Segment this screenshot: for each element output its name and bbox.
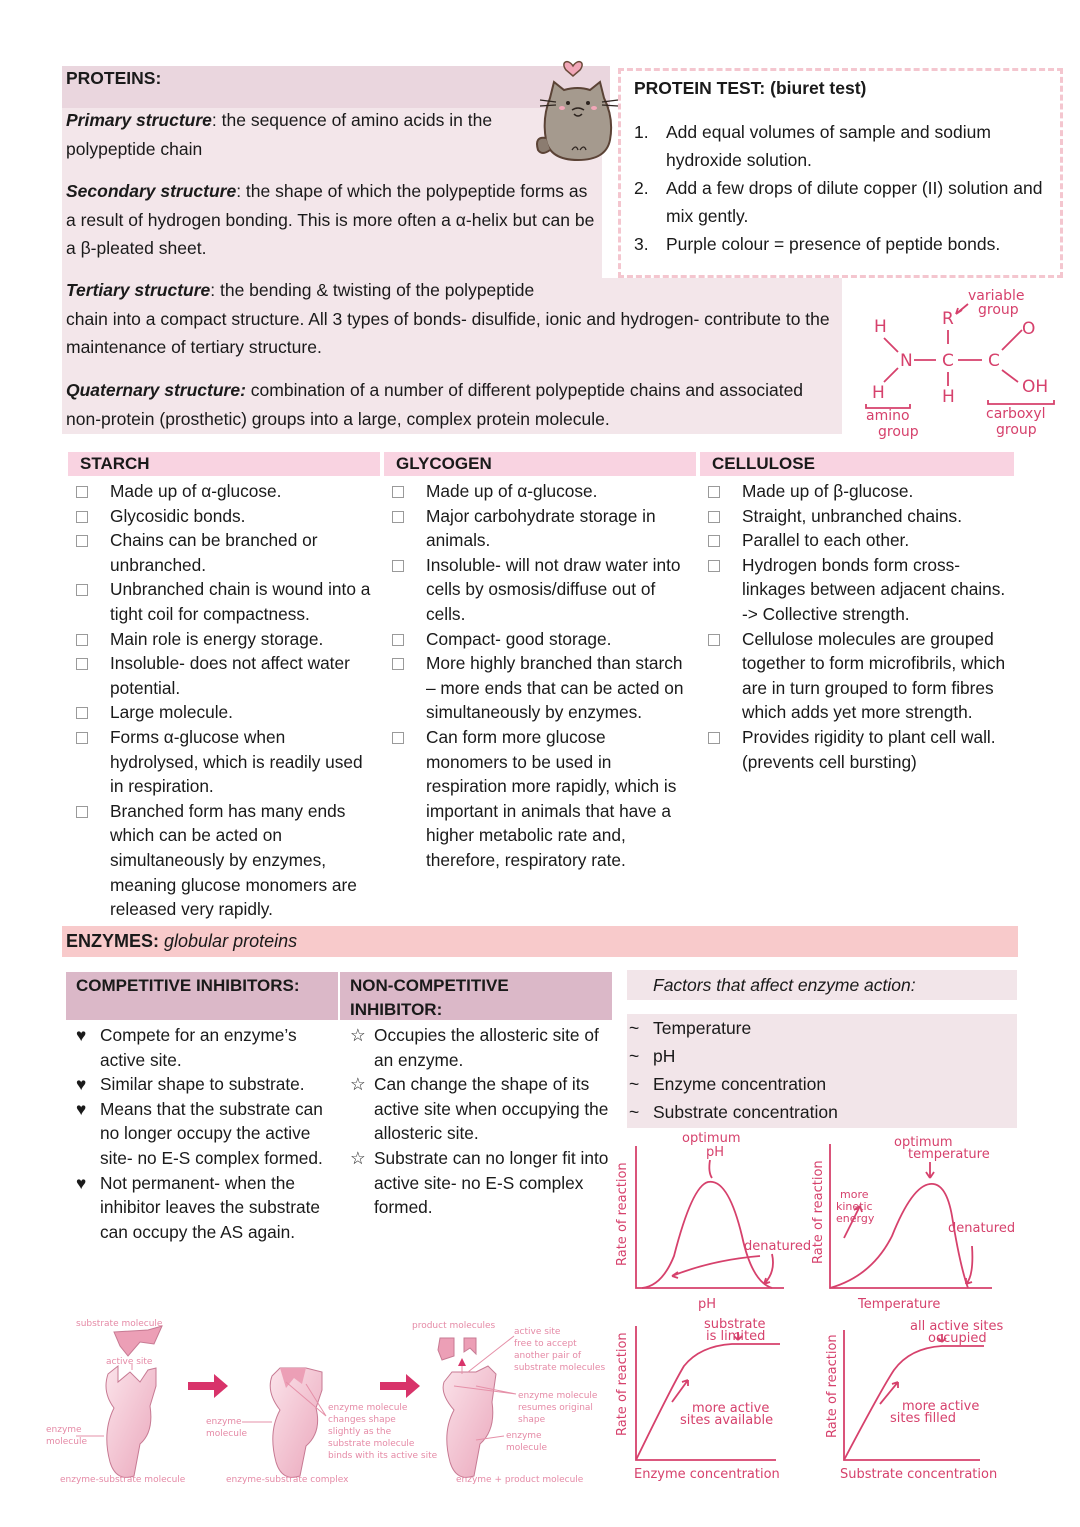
item-text: Parallel to each other. [742, 530, 910, 551]
step-number: 3. [634, 234, 649, 254]
starch-header: STARCH [68, 452, 380, 476]
checkbox-icon [76, 584, 88, 596]
tertiary-structure [66, 276, 836, 362]
factors-list [627, 1014, 1017, 1128]
label-substrate-molecule: substrate molecule [76, 1319, 163, 1329]
glycogen-item [392, 627, 692, 652]
atom-o: O [1022, 319, 1036, 339]
factor-item [627, 1098, 1017, 1126]
atom-h: H [872, 383, 885, 403]
item-text: Can form more glucose monomers to be used in respiration more rapidly, which is important in animals that have a higher metabolic rate and, therefore, respiratory rate. [426, 726, 677, 870]
enzyme-rise-label-2: sites available [680, 1413, 774, 1428]
atom-h: H [942, 387, 955, 407]
primary-text: : the sequence of amino acids in the polypeptide chain [66, 110, 493, 159]
checkbox-icon [76, 511, 88, 523]
item-text: Glycosidic bonds. [110, 505, 246, 526]
amino-acid-structure-diagram [850, 282, 1075, 447]
glycogen-item [392, 479, 692, 504]
cellulose-header: CELLULOSE [700, 452, 1014, 476]
heart-icon: ♥ [76, 1172, 87, 1193]
star-icon: ☆ [350, 1074, 366, 1095]
item-text: Can change the shape of its active site when occupying the allosteric site. [374, 1074, 609, 1144]
checkbox-icon [76, 658, 88, 670]
tertiary-line1: : the bending & twisting of the polypeptide [210, 280, 535, 300]
item-text: Substrate can no longer fit into active site- no E-S complex formed. [374, 1147, 609, 1218]
checkbox-icon [392, 658, 404, 670]
glycogen-item [392, 725, 692, 873]
tilde-icon: ~ [629, 1046, 640, 1066]
factor-item [627, 1042, 1017, 1070]
label-enzyme: enzyme [506, 1431, 542, 1441]
step-text: Add a few drops of dilute copper (II) solution and mix gently. [666, 178, 1043, 226]
star-icon: ☆ [350, 1025, 366, 1045]
ph-x-label: pH [698, 1297, 717, 1312]
competitive-item [68, 1072, 338, 1097]
non-competitive-list [342, 1023, 610, 1220]
cellulose-item [708, 479, 1012, 504]
tertiary-term: Tertiary structure [66, 280, 211, 300]
star-icon: ☆ [350, 1147, 366, 1168]
temp-denatured-label: denatured [948, 1221, 1016, 1236]
secondary-term: Secondary structure [66, 181, 237, 201]
factors-title: Factors that affect enzyme action: [627, 970, 1017, 1000]
checkbox-icon [76, 535, 88, 547]
item-text: Chains can be branched or unbranched. [110, 530, 318, 575]
cellulose-item [708, 725, 1012, 774]
item-text: Not permanent- when the inhibitor leaves the substrate can occupy the AS again. [100, 1172, 320, 1242]
item-text: Temperature [653, 1018, 752, 1038]
tertiary-rest: chain into a compact structure. All 3 types of bonds- disulfide, ionic and hydrogen- contribute to the maintenance of tertiary structure. [66, 308, 830, 357]
ph-optimum-label: optimum [682, 1131, 741, 1146]
ph-denatured-label: denatured [744, 1239, 812, 1254]
atom-c: C [942, 351, 954, 371]
substrate-plateau-label-2: occupied [928, 1331, 987, 1346]
atom-h: H [874, 317, 887, 337]
checkbox-icon [76, 732, 88, 744]
item-text: Straight, unbranched chains. [742, 505, 962, 526]
label-enzyme: enzyme [206, 1417, 242, 1427]
y-axis-label: Rate of reaction [615, 1332, 630, 1436]
item-text: Forms α-glucose when hydrolysed, which is readily used in respiration. [110, 726, 363, 797]
non-competitive-item [342, 1146, 610, 1220]
enzyme-graphs [612, 1126, 1032, 1486]
label-product-molecules: product molecules [412, 1321, 496, 1331]
label-enzyme: enzyme [46, 1425, 82, 1435]
factor-item [627, 1014, 1017, 1042]
checkbox-icon [76, 486, 88, 498]
protein-test-title: PROTEIN TEST: (biuret test) [634, 78, 867, 98]
label-active-site-free: active site [514, 1327, 561, 1337]
enzyme-plateau-label: substrate [704, 1317, 766, 1332]
caption-enzyme-substrate-molecule: enzyme-substrate molecule [60, 1475, 186, 1485]
item-text: Major carbohydrate storage in animals. [426, 505, 656, 551]
checkbox-icon [708, 535, 720, 547]
item-text: Substrate concentration [653, 1102, 838, 1122]
primary-term: Primary structure [66, 110, 212, 130]
item-text: Occupies the allosteric site of an enzyme. [374, 1025, 599, 1070]
label-carboxyl-group: group [996, 422, 1037, 438]
substrate-plateau-label: all active sites [910, 1319, 1004, 1334]
cellulose-item [708, 504, 1012, 529]
checkbox-icon [708, 511, 720, 523]
label-amino-group: group [878, 424, 919, 440]
label-active-site: active site [106, 1357, 153, 1367]
atom-c-carboxyl: C [988, 351, 1000, 371]
enzymes-subtitle: globular proteins [159, 931, 298, 951]
substrate-rise-label: more active [902, 1399, 980, 1414]
item-text: Cellulose molecules are grouped together to form microfibrils, which are in turn grouped to form fibres which adds yet more strength. [742, 628, 1006, 723]
temp-x-label: Temperature [858, 1297, 941, 1312]
substrate-rise-label-2: sites filled [890, 1411, 957, 1426]
label-variable-group: group [978, 302, 1019, 318]
checkbox-icon [392, 486, 404, 498]
checkbox-icon [708, 732, 720, 744]
temp-rise-label: more [840, 1188, 869, 1201]
item-text: Similar shape to substrate. [100, 1074, 305, 1095]
item-text: Compete for an enzyme’s active site. [100, 1025, 297, 1070]
starch-item [76, 700, 376, 725]
step-text: Purple colour = presence of peptide bonds. [666, 234, 1001, 254]
enzyme-x-label: Enzyme concentration [634, 1467, 780, 1482]
quaternary-text: combination of a number of different polypeptide chains and associated non-protein (prosthetic) groups into a large, complex protein molecule. [66, 380, 804, 429]
non-competitive-item [342, 1023, 610, 1072]
starch-item [76, 799, 376, 922]
checkbox-icon [76, 806, 88, 818]
label-amino: amino [866, 408, 910, 424]
test-step [634, 174, 1054, 230]
label-changes-shape: binds with its active site [328, 1451, 438, 1461]
step-number: 1. [634, 122, 649, 142]
checkbox-icon [76, 707, 88, 719]
item-text: Large molecule. [110, 702, 233, 723]
enzyme-plateau-label-2: is limited [706, 1329, 766, 1344]
y-axis-label: Rate of reaction [811, 1160, 826, 1264]
proteins-title: PROTEINS: [66, 68, 162, 88]
checkbox-icon [392, 634, 404, 646]
starch-item [76, 725, 376, 799]
atom-n: N [900, 351, 913, 371]
label-molecule: molecule [506, 1443, 548, 1453]
checkbox-icon [392, 511, 404, 523]
checkbox-icon [708, 486, 720, 498]
heart-icon: ♥ [76, 1098, 87, 1119]
item-text: Hydrogen bonds form cross-linkages between adjacent chains. -> Collective strength. [742, 554, 1006, 624]
cellulose-item [708, 553, 1012, 627]
non-competitive-item [342, 1072, 610, 1146]
starch-list [76, 479, 376, 922]
starch-item [76, 479, 376, 504]
test-step [634, 118, 1054, 174]
step-text: Add equal volumes of sample and sodium hydroxide solution. [666, 122, 991, 170]
item-text: Compact- good storage. [426, 628, 612, 649]
quaternary-term: Quaternary structure: [66, 380, 246, 400]
cellulose-item [708, 528, 1012, 553]
label-resumes: resumes original [518, 1403, 593, 1413]
competitive-item [68, 1171, 338, 1245]
atom-r: R [942, 309, 954, 329]
checkbox-icon [392, 560, 404, 572]
enzyme-rise-label: more active [692, 1401, 770, 1416]
label-changes-shape: enzyme molecule [328, 1403, 408, 1413]
label-changes-shape: substrate molecule [328, 1439, 415, 1449]
label-molecule: molecule [206, 1429, 248, 1439]
step-number: 2. [634, 178, 649, 198]
secondary-text: : the shape of which the polypeptide forms as a result of hydrogen bonding. This is more often a α-helix but can be a β-pleated sheet. [66, 181, 595, 258]
label-active-site-free: free to accept [514, 1339, 577, 1349]
temp-rise-label-2: kinetic [836, 1200, 873, 1213]
checkbox-icon [708, 560, 720, 572]
item-text: Provides rigidity to plant cell wall. (prevents cell bursting) [742, 726, 996, 772]
starch-item [76, 504, 376, 529]
competitive-list [68, 1023, 338, 1244]
label-carboxyl: carboxyl [986, 406, 1046, 422]
label-molecule: molecule [46, 1437, 88, 1447]
item-text: Main role is energy storage. [110, 628, 324, 649]
quaternary-structure [66, 376, 841, 433]
item-text: pH [653, 1046, 676, 1066]
label-variable: variable [968, 288, 1025, 304]
label-resumes: enzyme molecule [518, 1391, 598, 1401]
starch-item [76, 528, 376, 577]
checkbox-icon [708, 634, 720, 646]
competitive-item [68, 1023, 338, 1072]
item-text: Insoluble- does not affect water potential. [110, 653, 350, 698]
substrate-x-label: Substrate concentration [840, 1467, 998, 1482]
label-active-site-free: substrate molecules [514, 1363, 606, 1373]
glycogen-item [392, 504, 692, 553]
secondary-structure [66, 177, 596, 263]
starch-item [76, 577, 376, 626]
cellulose-item [708, 627, 1012, 725]
item-text: More highly branched than starch – more ends that can be acted on simultaneously by enzymes. [426, 653, 684, 723]
enzymes-header [62, 926, 1018, 957]
ph-optimum-label-2: pH [706, 1145, 725, 1160]
caption-enzyme-substrate-complex: enzyme-substrate complex [226, 1475, 349, 1485]
item-text: Enzyme concentration [653, 1074, 827, 1094]
item-text: Made up of α-glucose. [110, 481, 282, 501]
item-text: Insoluble- will not draw water into cells by osmosis/diffuse out of cells. [426, 554, 681, 624]
temp-optimum-label: optimum [894, 1135, 953, 1150]
competitive-item [68, 1097, 338, 1171]
competitive-header: COMPETITIVE INHIBITORS: [66, 972, 338, 1020]
starch-item [76, 627, 376, 652]
item-text: Means that the substrate can no longer occupy the active site- no E-S complex formed. [100, 1098, 323, 1168]
checkbox-icon [76, 634, 88, 646]
item-text: Made up of α-glucose. [426, 481, 598, 501]
item-text: Made up of β-glucose. [742, 481, 914, 501]
tilde-icon: ~ [629, 1102, 640, 1122]
tilde-icon: ~ [629, 1018, 640, 1038]
label-resumes: shape [518, 1415, 546, 1425]
glycogen-list [392, 479, 692, 873]
test-step [634, 230, 1054, 258]
y-axis-label: Rate of reaction [825, 1334, 840, 1438]
heart-icon: ♥ [76, 1025, 87, 1045]
temp-rise-label-3: energy [836, 1212, 875, 1225]
cat-sticker-icon [532, 58, 624, 164]
cellulose-list [708, 479, 1012, 774]
item-text: Branched form has many ends which can be acted on simultaneously by enzymes, meaning glucose monomers are released very rapidly. [110, 800, 357, 920]
label-changes-shape: slightly as the [328, 1427, 392, 1437]
enzymes-title: ENZYMES: [66, 931, 160, 951]
enzyme-substrate-diagram [36, 1312, 616, 1492]
glycogen-header: GLYCOGEN [384, 452, 696, 476]
temp-optimum-label-2: temperature [908, 1147, 990, 1162]
atom-oh: OH [1022, 377, 1049, 397]
caption-enzyme-product: enzyme + product molecule [456, 1475, 584, 1485]
tilde-icon: ~ [629, 1074, 640, 1094]
primary-structure [66, 106, 536, 163]
heart-icon: ♥ [76, 1074, 87, 1095]
factor-item [627, 1070, 1017, 1098]
y-axis-label: Rate of reaction [615, 1162, 630, 1266]
label-active-site-free: another pair of [514, 1351, 582, 1361]
item-text: Unbranched chain is wound into a tight coil for compactness. [110, 579, 371, 624]
glycogen-item [392, 651, 692, 725]
protein-test-steps [634, 118, 1054, 258]
label-changes-shape: changes shape [328, 1415, 396, 1425]
starch-item [76, 651, 376, 700]
glycogen-item [392, 553, 692, 627]
checkbox-icon [392, 732, 404, 744]
non-competitive-header: NON-COMPETITIVE INHIBITOR: [340, 972, 612, 1020]
